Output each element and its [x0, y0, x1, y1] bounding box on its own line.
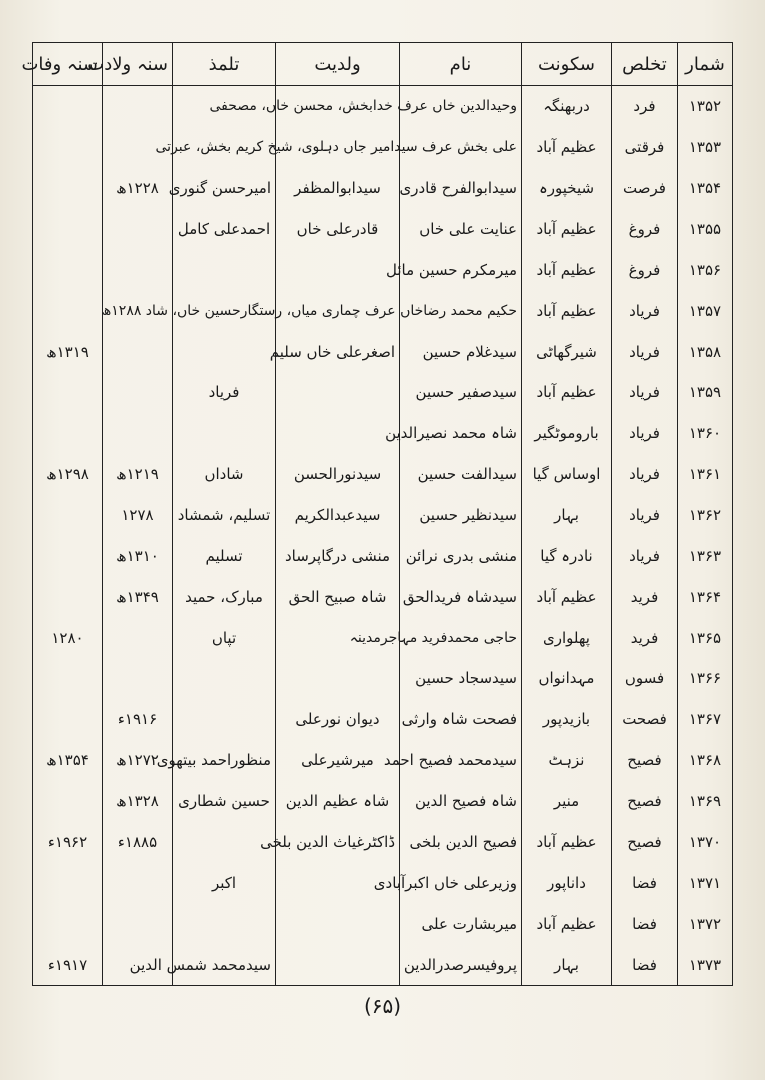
- cell-name: پروفیسرصدرالدین: [400, 944, 522, 985]
- header-name: نام: [400, 43, 522, 86]
- table-row: [33, 535, 733, 576]
- cell-father: سیدابوالمظفر: [276, 168, 400, 209]
- cell-takhallus: فریاد: [612, 454, 678, 495]
- table-row: [33, 658, 733, 699]
- cell-number: ۱۳۶۳: [678, 535, 733, 576]
- cell-takhallus: فریاد: [612, 290, 678, 331]
- cell-death: ۱۳۱۹ھ: [33, 331, 103, 372]
- cell-residence: شیرگھاٹی: [522, 331, 612, 372]
- cell-residence: پھلواری: [522, 617, 612, 658]
- cell-father: منشی درگاپرساد: [276, 535, 400, 576]
- cell-birth: ۱۳۴۹ھ: [103, 576, 173, 617]
- cell-death: [33, 781, 103, 822]
- cell-name: میرمکرم حسین مائل: [400, 249, 522, 290]
- cell-death: [33, 127, 103, 168]
- cell-death: ۱۹۱۷ء: [33, 944, 103, 985]
- cell-residence: عظیم آباد: [522, 821, 612, 862]
- cell-takhallus: فریاد: [612, 331, 678, 372]
- cell-teacher: مبارک، حمید: [173, 576, 276, 617]
- cell-death: [33, 495, 103, 536]
- cell-birth: [103, 331, 173, 372]
- cell-name: سیدابوالفرح قادری: [400, 168, 522, 209]
- cell-death: ۱۲۸۰: [33, 617, 103, 658]
- cell-takhallus: فصیح: [612, 740, 678, 781]
- cell-name: [101, 290, 522, 331]
- cell-residence: عظیم آباد: [522, 249, 612, 290]
- table-row: [33, 86, 733, 127]
- cell-residence: مہدانواں: [522, 658, 612, 699]
- cell-takhallus: فرد: [612, 86, 678, 127]
- cell-death: [33, 658, 103, 699]
- header-teacher: تلمذ: [173, 43, 276, 86]
- cell-teacher: [173, 331, 276, 372]
- table-body: [33, 86, 733, 986]
- cell-death: [33, 535, 103, 576]
- table-row: [33, 821, 733, 862]
- cell-residence: بازیدپور: [522, 699, 612, 740]
- cell-birth: [103, 209, 173, 250]
- name-overflow-text: علی بخش عرف سیدامیر جاں دہلوی، شیخ کریم بخش، عبرتی: [155, 139, 517, 156]
- cell-takhallus: فصیح: [612, 781, 678, 822]
- table-row: [33, 413, 733, 454]
- page-number: (۶۵): [363, 994, 402, 1018]
- cell-death: [33, 249, 103, 290]
- cell-teacher: امیرحسن گنوری: [173, 168, 276, 209]
- table-row: [33, 903, 733, 944]
- cell-number: ۱۳۵۳: [678, 127, 733, 168]
- cell-teacher: اکبر: [173, 862, 276, 903]
- poets-table: [21, 42, 733, 986]
- cell-death: [33, 86, 103, 127]
- cell-death: [33, 209, 103, 250]
- cell-number: ۱۳۵۲: [678, 86, 733, 127]
- cell-name: وزیرعلی خاں اکبرآبادی: [400, 862, 522, 903]
- cell-birth: ۱۲۲۸ھ: [103, 168, 173, 209]
- cell-residence: باروموٹگیر: [522, 413, 612, 454]
- table-row: [33, 781, 733, 822]
- cell-name: منشی بدری نرائن: [400, 535, 522, 576]
- cell-number: ۱۳۷۰: [678, 821, 733, 862]
- cell-father: اصغرعلی خاں سلیم: [276, 331, 400, 372]
- cell-birth: ۱۲۷۸: [103, 495, 173, 536]
- cell-father: قادرعلی خاں: [276, 209, 400, 250]
- cell-residence: عظیم آباد: [522, 372, 612, 413]
- name-overflow-text: حاجی محمدفرید مہاجرمدینہ: [349, 629, 517, 646]
- table-row: [33, 495, 733, 536]
- cell-takhallus: فروغ: [612, 249, 678, 290]
- cell-takhallus: فصحت: [612, 699, 678, 740]
- cell-name: شاہ محمد نصیرالدین: [400, 413, 522, 454]
- cell-number: ۱۳۷۲: [678, 903, 733, 944]
- cell-father: شاہ صبیح الحق: [276, 576, 400, 617]
- cell-name: سیدغلام حسین: [400, 331, 522, 372]
- cell-teacher: تپاں: [173, 617, 276, 658]
- name-overflow-text: حکیم محمد رضاخاں عرف چماری میاں، رستگارحسین خاں، شاد ۱۲۸۸ھ: [101, 302, 517, 319]
- cell-name: شاہ فصیح الدین: [400, 781, 522, 822]
- cell-number: ۱۳۷۱: [678, 862, 733, 903]
- cell-father: [276, 903, 400, 944]
- cell-number: ۱۳۵۵: [678, 209, 733, 250]
- cell-death: [33, 862, 103, 903]
- cell-birth: [103, 862, 173, 903]
- table-row: [33, 127, 733, 168]
- cell-death: [33, 413, 103, 454]
- cell-teacher: تسلیم، شمشاد: [173, 495, 276, 536]
- cell-name: [209, 86, 522, 127]
- cell-takhallus: فرید: [612, 576, 678, 617]
- cell-birth: [103, 617, 173, 658]
- cell-name: میربشارت علی: [400, 903, 522, 944]
- table-row: [33, 617, 733, 658]
- cell-takhallus: فرصت: [612, 168, 678, 209]
- cell-birth: ۱۲۱۹ھ: [103, 454, 173, 495]
- cell-birth: [103, 658, 173, 699]
- cell-father: [276, 372, 400, 413]
- cell-takhallus: فریاد: [612, 372, 678, 413]
- cell-death: ۱۲۹۸ھ: [33, 454, 103, 495]
- cell-takhallus: فضا: [612, 862, 678, 903]
- cell-father: سیدعبدالکریم: [276, 495, 400, 536]
- cell-takhallus: فرید: [612, 617, 678, 658]
- cell-takhallus: فرقتی: [612, 127, 678, 168]
- header-death: سنہ وفات: [33, 43, 103, 86]
- cell-residence: نادرہ گیا: [522, 535, 612, 576]
- cell-teacher: [173, 658, 276, 699]
- cell-number: ۱۳۶۱: [678, 454, 733, 495]
- cell-name: فصحت شاہ وارثی: [400, 699, 522, 740]
- cell-residence: عظیم آباد: [522, 576, 612, 617]
- cell-teacher: احمدعلی کامل: [173, 209, 276, 250]
- cell-number: ۱۳۶۸: [678, 740, 733, 781]
- cell-number: ۱۳۵۴: [678, 168, 733, 209]
- table-row: [33, 331, 733, 372]
- cell-death: [33, 168, 103, 209]
- header-row: [33, 43, 733, 86]
- cell-teacher: [173, 699, 276, 740]
- cell-number: ۱۳۶۹: [678, 781, 733, 822]
- cell-name: فصیح الدین بلخی: [400, 821, 522, 862]
- cell-name: عنایت علی خاں: [400, 209, 522, 250]
- cell-teacher: [173, 903, 276, 944]
- cell-takhallus: فضا: [612, 944, 678, 985]
- header-birth: سنہ ولادت: [103, 43, 173, 86]
- name-overflow-text: وحیدالدین خاں عرف خدابخش، محسن خاں، مصحفی: [209, 98, 517, 115]
- cell-residence: عظیم آباد: [522, 903, 612, 944]
- cell-teacher: [173, 413, 276, 454]
- header-father: ولدیت: [276, 43, 400, 86]
- table-row: [33, 209, 733, 250]
- cell-residence: عظیم آباد: [522, 127, 612, 168]
- cell-birth: [103, 249, 173, 290]
- cell-teacher: [173, 249, 276, 290]
- cell-death: [33, 290, 103, 331]
- cell-death: ۱۹۶۲ء: [33, 821, 103, 862]
- cell-teacher: منظوراحمد بیتھوی: [173, 740, 276, 781]
- cell-takhallus: فروغ: [612, 209, 678, 250]
- cell-number: ۱۳۵۷: [678, 290, 733, 331]
- cell-number: ۱۳۶۰: [678, 413, 733, 454]
- cell-teacher: شاداں: [173, 454, 276, 495]
- cell-name: سیدشاہ فریدالحق: [400, 576, 522, 617]
- cell-teacher: فریاد: [173, 372, 276, 413]
- cell-birth: ۱۹۱۶ء: [103, 699, 173, 740]
- cell-name: سیدنظیر حسین: [400, 495, 522, 536]
- cell-father: [276, 249, 400, 290]
- cell-father: دیوان نورعلی: [276, 699, 400, 740]
- table-row: [33, 372, 733, 413]
- cell-number: ۱۳۶۴: [678, 576, 733, 617]
- cell-birth: ۱۳۲۸ھ: [103, 781, 173, 822]
- cell-residence: داناپور: [522, 862, 612, 903]
- header-number: شمار: [678, 43, 733, 86]
- table-row: [33, 740, 733, 781]
- table-row: [33, 699, 733, 740]
- cell-father: ڈاکٹرغیاث الدین بلخی: [276, 821, 400, 862]
- table-row: [33, 249, 733, 290]
- cell-birth: [103, 372, 173, 413]
- cell-number: ۱۳۶۵: [678, 617, 733, 658]
- cell-takhallus: فریاد: [612, 413, 678, 454]
- cell-name: سیدمحمد فصیح احمد: [400, 740, 522, 781]
- cell-number: ۱۳۶۶: [678, 658, 733, 699]
- cell-residence: بہار: [522, 944, 612, 985]
- cell-teacher: حسین شطاری: [173, 781, 276, 822]
- cell-father: [276, 413, 400, 454]
- table-row: [33, 168, 733, 209]
- header-residence: سکونت: [522, 43, 612, 86]
- cell-takhallus: فریاد: [612, 495, 678, 536]
- cell-father: [276, 658, 400, 699]
- cell-name: [155, 127, 522, 168]
- cell-takhallus: فصیح: [612, 821, 678, 862]
- cell-residence: اوساس گیا: [522, 454, 612, 495]
- cell-residence: بہار: [522, 495, 612, 536]
- cell-name: سیدسجاد حسین: [400, 658, 522, 699]
- cell-residence: عظیم آباد: [522, 290, 612, 331]
- cell-death: [33, 576, 103, 617]
- cell-birth: ۱۳۱۰ھ: [103, 535, 173, 576]
- cell-death: [33, 699, 103, 740]
- cell-birth: [103, 413, 173, 454]
- cell-birth: ۱۲۷۲ھ: [103, 740, 173, 781]
- cell-number: ۱۳۵۹: [678, 372, 733, 413]
- table-row: [33, 944, 733, 985]
- cell-birth: [103, 903, 173, 944]
- cell-number: ۱۳۶۲: [678, 495, 733, 536]
- cell-residence: منیر: [522, 781, 612, 822]
- cell-takhallus: فریاد: [612, 535, 678, 576]
- cell-number: ۱۳۵۸: [678, 331, 733, 372]
- cell-father: میرشیرعلی: [276, 740, 400, 781]
- cell-number: ۱۳۶۷: [678, 699, 733, 740]
- table-row: [33, 862, 733, 903]
- cell-birth: ۱۸۸۵ء: [103, 821, 173, 862]
- cell-name: [349, 617, 522, 658]
- cell-birth: [103, 86, 173, 127]
- table-row: [33, 454, 733, 495]
- table-row: [33, 290, 733, 331]
- cell-number: ۱۳۵۶: [678, 249, 733, 290]
- cell-takhallus: فضا: [612, 903, 678, 944]
- cell-residence: دربھنگہ: [522, 86, 612, 127]
- header-takhallus: تخلص: [612, 43, 678, 86]
- cell-father: سیدنورالحسن: [276, 454, 400, 495]
- table-row: [33, 576, 733, 617]
- cell-residence: نزہٹ: [522, 740, 612, 781]
- cell-name: سیدالفت حسین: [400, 454, 522, 495]
- cell-takhallus: فسوں: [612, 658, 678, 699]
- cell-teacher: سیدمحمد شمس الدین: [173, 944, 276, 985]
- cell-number: ۱۳۷۳: [678, 944, 733, 985]
- cell-death: [33, 372, 103, 413]
- cell-residence: شیخپورہ: [522, 168, 612, 209]
- cell-name: سیدصفیر حسین: [400, 372, 522, 413]
- cell-father: [276, 944, 400, 985]
- cell-death: [33, 903, 103, 944]
- cell-teacher: تسلیم: [173, 535, 276, 576]
- cell-father: شاہ عظیم الدین: [276, 781, 400, 822]
- cell-residence: عظیم آباد: [522, 209, 612, 250]
- cell-death: ۱۳۵۴ھ: [33, 740, 103, 781]
